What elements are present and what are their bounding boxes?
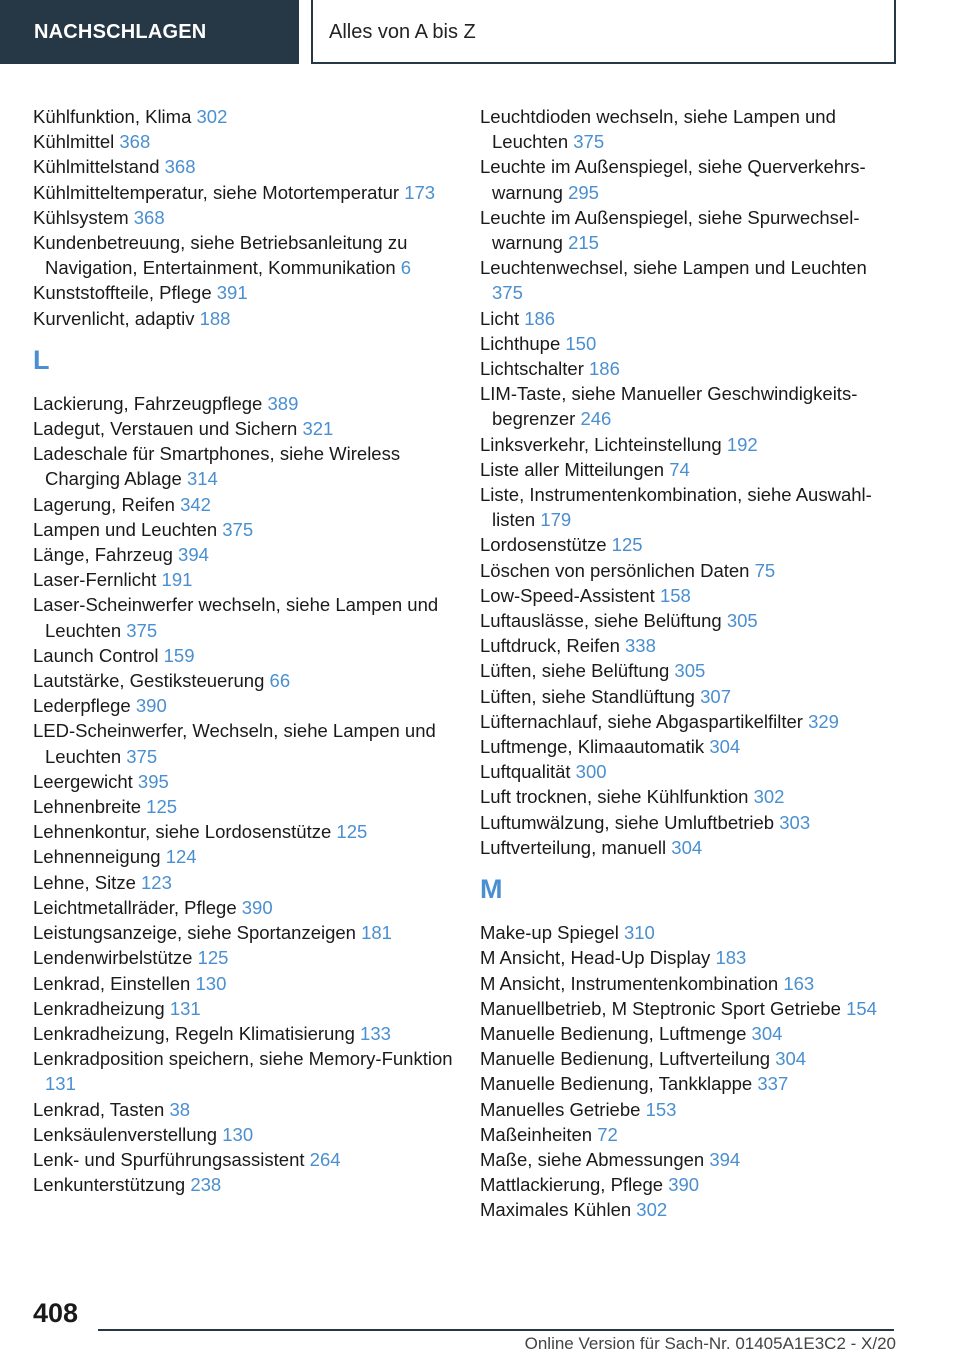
page-reference-link[interactable]: 188 (199, 307, 231, 329)
page-header (0, 0, 960, 66)
index-entry (480, 1197, 900, 1222)
index-entry-text: Lenkradheizung, Regeln Klimatisierung (33, 1022, 355, 1044)
index-entry (33, 441, 453, 491)
page-reference-link[interactable]: 150 (565, 332, 597, 354)
index-entry (33, 592, 453, 642)
index-entry (33, 280, 453, 305)
page-reference-link[interactable]: 215 (568, 232, 599, 254)
index-entry-text: Lenkradheizung (33, 997, 165, 1019)
index-entry-text: Luftumwälzung, siehe Umluftbetrieb (480, 811, 775, 833)
index-letter-heading: L (33, 344, 50, 375)
page-reference-link[interactable]: 74 (669, 458, 690, 480)
index-entry (480, 810, 900, 835)
index-entry-text: Leuchte im Außenspiegel, siehe Querverkehrswarnung (480, 156, 866, 203)
page-reference-link[interactable]: 131 (169, 997, 201, 1019)
page-reference-link[interactable]: 303 (779, 811, 811, 833)
index-entry-text: Lenkrad, Tasten (33, 1098, 165, 1120)
page-reference-link[interactable]: 192 (726, 433, 758, 455)
page-reference-link[interactable]: 304 (709, 736, 741, 758)
index-column-left (33, 104, 453, 1197)
page-reference-link[interactable]: 368 (133, 206, 165, 228)
page-reference-link[interactable]: 394 (178, 544, 209, 566)
index-entry (480, 784, 900, 809)
index-entry-text: Licht (480, 307, 520, 329)
index-entry-text: Lordosenstütze (480, 534, 607, 556)
page-reference-link[interactable]: 191 (161, 569, 193, 591)
page-reference-link[interactable]: 38 (169, 1098, 191, 1120)
index-entry-text: Lehnenkontur, siehe Lordosenstütze (33, 821, 332, 843)
index-entry (480, 356, 900, 381)
index-entry-text: Liste aller Mitteilungen (480, 458, 665, 480)
index-entry-text: Lenksäulenverstellung (33, 1123, 218, 1145)
index-letter-heading: M (480, 874, 503, 905)
page-reference-link[interactable]: 390 (668, 1174, 700, 1196)
index-entry (480, 1172, 900, 1197)
index-entry (33, 542, 453, 567)
page-reference-link[interactable]: 375 (492, 282, 523, 304)
index-entry (33, 895, 453, 920)
index-entry-text: Low-Speed-Assistent (480, 584, 655, 606)
index-entry (33, 870, 453, 895)
index-entry-text: Lüften, siehe Standlüftung (480, 685, 695, 707)
index-entry-text: Lehne, Sitze (33, 871, 136, 893)
index-entry-text: M Ansicht, Head-Up Display (480, 947, 711, 969)
page-reference-link[interactable]: 173 (404, 181, 436, 203)
index-entry-text: M Ansicht, Instrumentenkombination (480, 972, 779, 994)
index-entry (33, 306, 453, 331)
index-entry-text: Lenkunterstützung (33, 1174, 186, 1196)
index-entry (480, 1021, 900, 1046)
page-reference-link[interactable]: 304 (671, 836, 703, 858)
index-entry (480, 920, 900, 945)
page-reference-link[interactable]: 246 (580, 408, 612, 430)
page-reference-link[interactable]: 394 (709, 1148, 741, 1170)
page-reference-link[interactable]: 72 (597, 1123, 618, 1145)
index-entry (33, 844, 453, 869)
page-reference-link[interactable]: 125 (611, 534, 643, 556)
index-entry-text: Leergewicht (33, 770, 133, 792)
page-reference-link[interactable]: 395 (137, 770, 169, 792)
index-entry-text: Leuchtenwechsel, siehe Lampen und Leuchten (480, 257, 867, 279)
index-entry (480, 532, 900, 557)
index-column-right (480, 104, 900, 1223)
page-reference-link[interactable]: 310 (623, 922, 655, 944)
index-entry (480, 759, 900, 784)
index-entry-text: Leistungsanzeige, siehe Sportanzeigen (33, 922, 356, 944)
index-entry-text: Lüften, siehe Belüftung (480, 660, 670, 682)
index-entry-text: Liste, Instrumentenkombination, siehe Auswahllisten (480, 484, 872, 531)
index-entry-text: Kühlfunktion, Klima (33, 106, 192, 127)
index-entry (33, 1021, 453, 1046)
index-entry (480, 734, 900, 759)
index-entry (480, 945, 900, 970)
index-entry (33, 492, 453, 517)
page-reference-link[interactable]: 130 (195, 972, 227, 994)
index-entry (33, 643, 453, 668)
page-reference-link[interactable]: 375 (126, 619, 158, 641)
index-entry-text: Luftmenge, Klimaautomatik (480, 736, 705, 758)
index-entry (33, 693, 453, 718)
page-reference-link[interactable]: 131 (45, 1073, 76, 1095)
index-entry (480, 205, 900, 255)
index-entry-text: Löschen von persönlichen Daten (480, 559, 750, 581)
index-entry-text: Kühlsystem (33, 206, 129, 228)
page-reference-link[interactable]: 389 (267, 392, 299, 414)
index-entry (480, 255, 900, 305)
index-entry-text: Lichtschalter (480, 358, 584, 380)
footer-divider (98, 1329, 894, 1331)
index-entry-text: Ladeschale für Smartphones, siehe Wireless Charging Ablage (33, 443, 401, 490)
page-reference-link[interactable]: 66 (269, 670, 291, 692)
index-entry (33, 205, 453, 230)
page-reference-link[interactable]: 368 (164, 156, 196, 178)
index-entry (33, 180, 453, 205)
index-entry (480, 583, 900, 608)
page-reference-link[interactable]: 338 (625, 635, 656, 657)
page-reference-link[interactable]: 368 (119, 131, 151, 153)
index-entry (33, 794, 453, 819)
page-reference-link[interactable]: 123 (141, 871, 172, 893)
index-entry-text: Lenk- und Spurführungsassistent (33, 1148, 305, 1170)
index-entry-text: Leichtmetallräder, Pflege (33, 896, 237, 918)
index-entry-text: Maßeinheiten (480, 1123, 593, 1145)
page-reference-link[interactable]: 124 (165, 846, 197, 868)
page-reference-link[interactable]: 163 (783, 972, 815, 994)
index-entry-text: Lampen und Leuchten (33, 518, 218, 540)
page-reference-link[interactable]: 186 (589, 358, 620, 380)
index-entry (480, 1122, 900, 1147)
page-reference-link[interactable]: 133 (360, 1022, 391, 1044)
index-entry (33, 971, 453, 996)
page-reference-link[interactable]: 6 (400, 257, 412, 279)
page-reference-link[interactable]: 302 (753, 786, 785, 808)
index-entry-text: Lehnenbreite (33, 796, 142, 818)
index-entry-text: Lenkrad, Einstellen (33, 972, 191, 994)
page-reference-link[interactable]: 390 (135, 695, 167, 717)
index-entry-text: Manuellbetrieb, M Steptronic Sport Getriebe (480, 997, 841, 1019)
index-entry (480, 104, 900, 154)
index-entry (480, 154, 900, 204)
index-entry-text: Manuelle Bedienung, Luftverteilung (480, 1048, 771, 1070)
index-entry (33, 517, 453, 542)
index-entry (480, 1046, 900, 1071)
index-entry-text: Linksverkehr, Lichteinstellung (480, 433, 722, 455)
index-entry-text: Leuchtdioden wechseln, siehe Lampen und Leuchten (480, 106, 836, 153)
index-entry-text: Lautstärke, Gestiksteuerung (33, 670, 265, 692)
online-version-note: Online Version für Sach-Nr. 01405A1E3C2 - X/20 (524, 1334, 896, 1353)
index-entry-text: Luftauslässe, siehe Belüftung (480, 610, 722, 632)
index-entry-text: Kühlmittelstand (33, 156, 160, 178)
index-entry (33, 230, 453, 280)
page-number: 408 (33, 1298, 79, 1328)
index-entry (480, 996, 900, 1021)
index-entry-text: Lehnenneigung (33, 846, 161, 868)
index-entry (480, 331, 900, 356)
index-entry (480, 381, 900, 431)
index-entry (480, 432, 900, 457)
page-reference-link[interactable]: 375 (573, 131, 605, 153)
index-entry (33, 1147, 453, 1172)
page-reference-link[interactable]: 125 (197, 947, 229, 969)
page-reference-link[interactable]: 125 (146, 796, 178, 818)
page-reference-link[interactable]: 337 (757, 1073, 789, 1095)
page-reference-link[interactable]: 342 (180, 493, 211, 515)
page-reference-link[interactable]: 75 (754, 559, 776, 581)
page-reference-link[interactable]: 390 (241, 896, 273, 918)
index-entry (33, 1122, 453, 1147)
index-entry-text: Luftverteilung, manuell (480, 836, 667, 858)
page-reference-link[interactable]: 302 (196, 106, 228, 127)
index-entry (480, 306, 900, 331)
index-entry-text: Lichthupe (480, 332, 561, 354)
index-entry-text: Kundenbetreuung, siehe Betriebsanleitung zu Navigation, Entertainment, Kommunikation (33, 232, 408, 279)
index-entry (33, 104, 453, 129)
page-reference-link[interactable]: 159 (163, 644, 195, 666)
index-entry (480, 658, 900, 683)
page-reference-link[interactable]: 375 (222, 518, 254, 540)
page-reference-link[interactable]: 329 (808, 710, 839, 732)
index-entry-text: Make-up Spiegel (480, 922, 619, 944)
index-entry-text: Lendenwirbelstütze (33, 947, 193, 969)
page-reference-link[interactable]: 179 (540, 509, 572, 531)
index-entry (33, 416, 453, 441)
index-entry-text: LED-Scheinwerfer, Wechseln, siehe Lampen und Leuchten (33, 720, 436, 767)
index-entry (480, 1147, 900, 1172)
page-reference-link[interactable]: 391 (216, 282, 248, 304)
index-entry (480, 1071, 900, 1096)
page-reference-link[interactable]: 304 (751, 1022, 783, 1044)
index-entry (33, 945, 453, 970)
index-entry (33, 154, 453, 179)
page-reference-link[interactable]: 264 (309, 1148, 341, 1170)
index-entry-text: Lenkradposition speichern, siehe Memory-Funktion (33, 1048, 453, 1070)
index-entry-text: Maße, siehe Abmessungen (480, 1148, 705, 1170)
page-reference-link[interactable]: 304 (775, 1048, 807, 1070)
index-entry-text: Manuelle Bedienung, Luftmenge (480, 1022, 747, 1044)
index-entry-text: Maximales Kühlen (480, 1199, 632, 1221)
index-entry-text: Länge, Fahrzeug (33, 544, 173, 566)
section-label: NACHSCHLAGEN (0, 0, 299, 64)
index-entry (480, 482, 900, 532)
index-entry (480, 457, 900, 482)
page-reference-link[interactable]: 295 (568, 181, 599, 203)
index-entry-text: Laser-Scheinwerfer wechseln, siehe Lampen und Leuchten (33, 594, 439, 641)
page-reference-link[interactable]: 302 (636, 1199, 668, 1221)
page-reference-link[interactable]: 153 (645, 1098, 677, 1120)
index-entry (33, 129, 453, 154)
page-reference-link[interactable]: 130 (222, 1123, 254, 1145)
index-entry (33, 1097, 453, 1122)
page-reference-link[interactable]: 321 (302, 418, 334, 440)
page-reference-link[interactable]: 300 (575, 761, 607, 783)
index-entry (33, 668, 453, 693)
index-entry (480, 633, 900, 658)
index-entry-text: Laser-Fernlicht (33, 569, 157, 591)
index-entry (480, 835, 900, 860)
index-entry (33, 718, 453, 768)
index-entry (33, 1172, 453, 1197)
index-entry (33, 819, 453, 844)
index-entry (33, 996, 453, 1021)
index-entry-text: Lederpflege (33, 695, 131, 717)
page-reference-link[interactable]: 305 (726, 610, 758, 632)
index-entry (33, 391, 453, 416)
index-entry (33, 567, 453, 592)
index-entry (480, 1097, 900, 1122)
index-entry (33, 769, 453, 794)
index-entry-text: Kurvenlicht, adaptiv (33, 307, 195, 329)
page-reference-link[interactable]: 154 (846, 997, 877, 1019)
page-reference-link[interactable]: 307 (700, 685, 731, 707)
page-reference-link[interactable]: 238 (190, 1174, 222, 1196)
index-entry (480, 709, 900, 734)
page-reference-link[interactable]: 183 (715, 947, 747, 969)
index-entry-text: Luft trocknen, siehe Kühlfunktion (480, 786, 749, 808)
index-entry-text: Leuchte im Außenspiegel, siehe Spurwechselwarnung (480, 206, 860, 254)
index-entry (33, 1046, 453, 1096)
page-reference-link[interactable]: 375 (126, 745, 158, 767)
index-entry-text: Kühlmitteltemperatur, siehe Motortemperatur (33, 181, 400, 203)
index-entry (480, 684, 900, 709)
index-entry-text: Kunststoffteile, Pflege (33, 282, 212, 304)
index-entry-text: Ladegut, Verstauen und Sichern (33, 418, 298, 440)
index-entry-text: Mattlackierung, Pflege (480, 1174, 664, 1196)
page-reference-link[interactable]: 158 (659, 584, 691, 606)
index-entry-text: Luftqualität (480, 761, 571, 783)
index-entry-text: Manuelle Bedienung, Tankklappe (480, 1073, 753, 1095)
page-reference-link[interactable]: 305 (674, 660, 706, 682)
index-entry-text: Lüfternachlauf, siehe Abgaspartikelfilter (480, 710, 803, 732)
index-entry (480, 971, 900, 996)
index-entry-text: Kühlmittel (33, 131, 115, 153)
index-entry-text: Launch Control (33, 644, 159, 666)
page-reference-link[interactable]: 314 (186, 468, 218, 490)
index-entry (480, 608, 900, 633)
index-entry-text: Manuelles Getriebe (480, 1098, 641, 1120)
index-entry (480, 558, 900, 583)
page-reference-link[interactable]: 181 (361, 922, 392, 944)
index-entry-text: LIM-Taste, siehe Manueller Geschwindigkeitsbegrenzer (480, 383, 858, 430)
page-reference-link[interactable]: 186 (524, 307, 556, 329)
page-title: Alles von A bis Z (311, 0, 896, 64)
index-entry-text: Lackierung, Fahrzeugpflege (33, 392, 263, 414)
index-entry (33, 920, 453, 945)
index-entry-text: Lagerung, Reifen (33, 493, 175, 515)
page-reference-link[interactable]: 125 (336, 821, 368, 843)
index-entry-text: Luftdruck, Reifen (480, 635, 620, 657)
